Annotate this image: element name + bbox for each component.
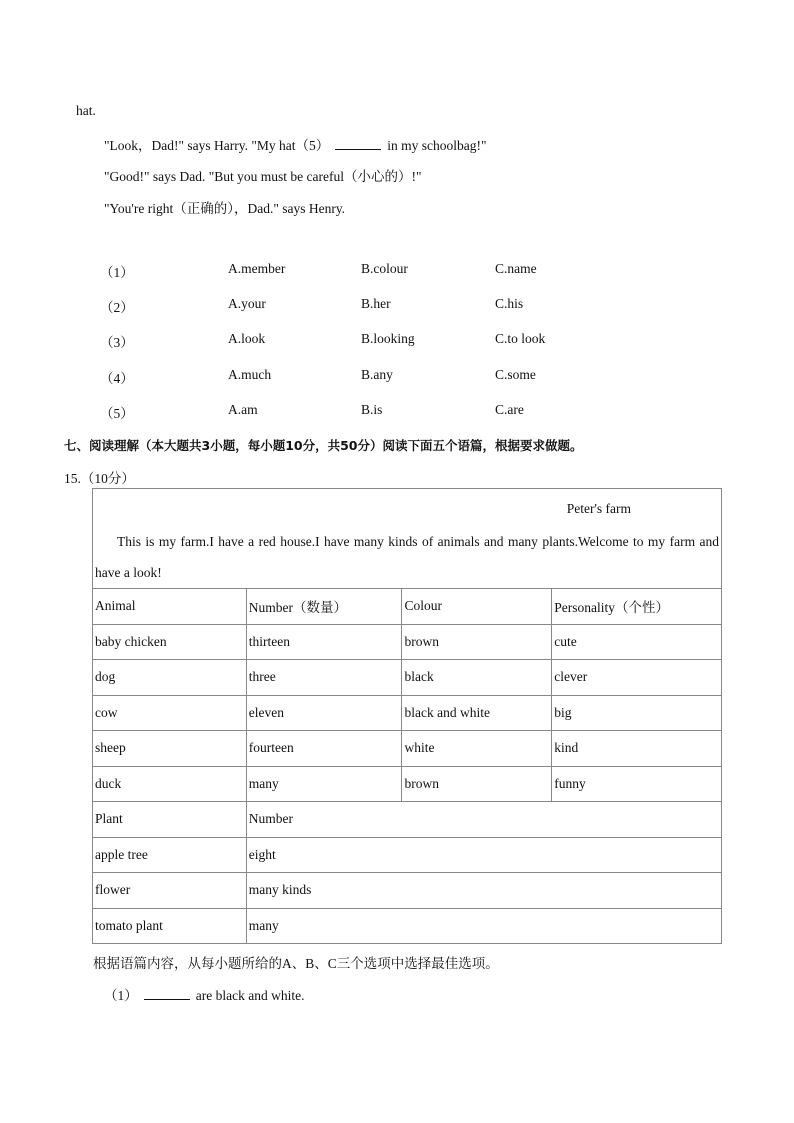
option-row-3 xyxy=(0,331,794,351)
table-cell: fourteen xyxy=(246,731,402,767)
option-a: A.your xyxy=(228,296,266,311)
option-number: （1） xyxy=(100,265,134,280)
table-row xyxy=(93,908,722,944)
option-c: C.are xyxy=(495,402,524,417)
option-number: （5） xyxy=(100,406,134,421)
instruction-text: 根据语篇内容，从每小题所给的A、B、C三个选项中选择最佳选项。 xyxy=(93,956,499,971)
table-cell: clever xyxy=(552,660,722,696)
option-a: A.much xyxy=(228,367,272,382)
section-heading: 七、阅读理解（本大题共3小题，每小题10分，共50分）阅读下面五个语篇，根据要求做题。 xyxy=(64,438,583,453)
table-cell: eleven xyxy=(246,695,402,731)
question-1-text: are black and white. xyxy=(195,988,305,1003)
option-row-2 xyxy=(0,296,794,316)
table-cell: dog xyxy=(93,660,247,696)
option-b: B.looking xyxy=(361,331,415,346)
table-cell: tomato plant xyxy=(93,908,247,944)
table-cell: apple tree xyxy=(93,837,247,873)
farm-intro xyxy=(93,526,721,588)
option-c: C.name xyxy=(495,261,537,276)
question-1 xyxy=(104,984,304,1004)
table-cell: black xyxy=(402,660,552,696)
header-cell: Colour xyxy=(402,589,552,625)
table-cell: big xyxy=(552,695,722,731)
header-cell: Personality（个性） xyxy=(552,589,722,625)
answer-blank-5 xyxy=(335,138,381,150)
header-cell: Animal xyxy=(93,589,247,625)
table-cell: white xyxy=(402,731,552,767)
option-c: C.some xyxy=(495,367,536,382)
intro-row xyxy=(93,489,722,589)
passage-line-3: "You're right（正确的），Dad." says Henry. xyxy=(104,201,346,216)
option-b: B.her xyxy=(361,296,391,311)
farm-table xyxy=(92,488,722,944)
table-cell: kind xyxy=(552,731,722,767)
question-1-number: （1） xyxy=(104,988,138,1003)
table-row xyxy=(93,731,722,767)
table-cell: flower xyxy=(93,873,247,909)
option-c: C.his xyxy=(495,296,524,311)
table-cell: brown xyxy=(402,624,552,660)
passage-line-1 xyxy=(104,134,487,154)
option-number: （3） xyxy=(100,335,134,350)
table-cell: many xyxy=(246,908,721,944)
table-row xyxy=(93,624,722,660)
table-cell: eight xyxy=(246,837,721,873)
option-b: B.any xyxy=(361,367,393,382)
farm-title: Peter's farm xyxy=(566,501,631,516)
header-cell: Number（数量） xyxy=(246,589,402,625)
option-row-5 xyxy=(0,402,794,422)
option-b: B.is xyxy=(361,402,383,417)
table-cell: thirteen xyxy=(246,624,402,660)
table-row xyxy=(93,695,722,731)
option-a: A.look xyxy=(228,331,266,346)
passage-line-1-end: in my schoolbag!" xyxy=(387,138,487,153)
option-row-4 xyxy=(0,367,794,387)
option-row-1 xyxy=(0,261,794,281)
table-cell: cow xyxy=(93,695,247,731)
table-cell: baby chicken xyxy=(93,624,247,660)
farm-intro-text: This is my farm.I have a red house.I have many kinds of animals and many plants.Welcome to my farm and have a look! xyxy=(95,534,719,580)
option-b: B.colour xyxy=(361,261,408,276)
table-cell: many kinds xyxy=(246,873,721,909)
option-a: A.am xyxy=(228,402,258,417)
table-row xyxy=(93,766,722,802)
table-cell: three xyxy=(246,660,402,696)
plant-header-row xyxy=(93,802,722,838)
option-c: C.to look xyxy=(495,331,546,346)
table-cell: duck xyxy=(93,766,247,802)
table-header-row xyxy=(93,589,722,625)
option-number: （2） xyxy=(100,300,134,315)
table-row xyxy=(93,660,722,696)
option-number: （4） xyxy=(100,371,134,386)
question-number: 15.（10分） xyxy=(64,471,135,486)
intro-cell xyxy=(93,489,722,589)
answer-blank-q1 xyxy=(144,988,190,1000)
table-cell: many xyxy=(246,766,402,802)
table-cell: black and white xyxy=(402,695,552,731)
passage-line-2: "Good!" says Dad. "But you must be careful（小心的）!" xyxy=(104,169,422,184)
passage-line-0: hat. xyxy=(76,103,96,118)
table-cell: sheep xyxy=(93,731,247,767)
passage-line-1-start: "Look，Dad!" says Harry. "My hat（5） xyxy=(104,138,330,153)
header-cell: Plant xyxy=(93,802,247,838)
table-cell: funny xyxy=(552,766,722,802)
table-row xyxy=(93,837,722,873)
option-a: A.member xyxy=(228,261,286,276)
table-cell: cute xyxy=(552,624,722,660)
table-row xyxy=(93,873,722,909)
table-cell: brown xyxy=(402,766,552,802)
header-cell: Number xyxy=(246,802,721,838)
